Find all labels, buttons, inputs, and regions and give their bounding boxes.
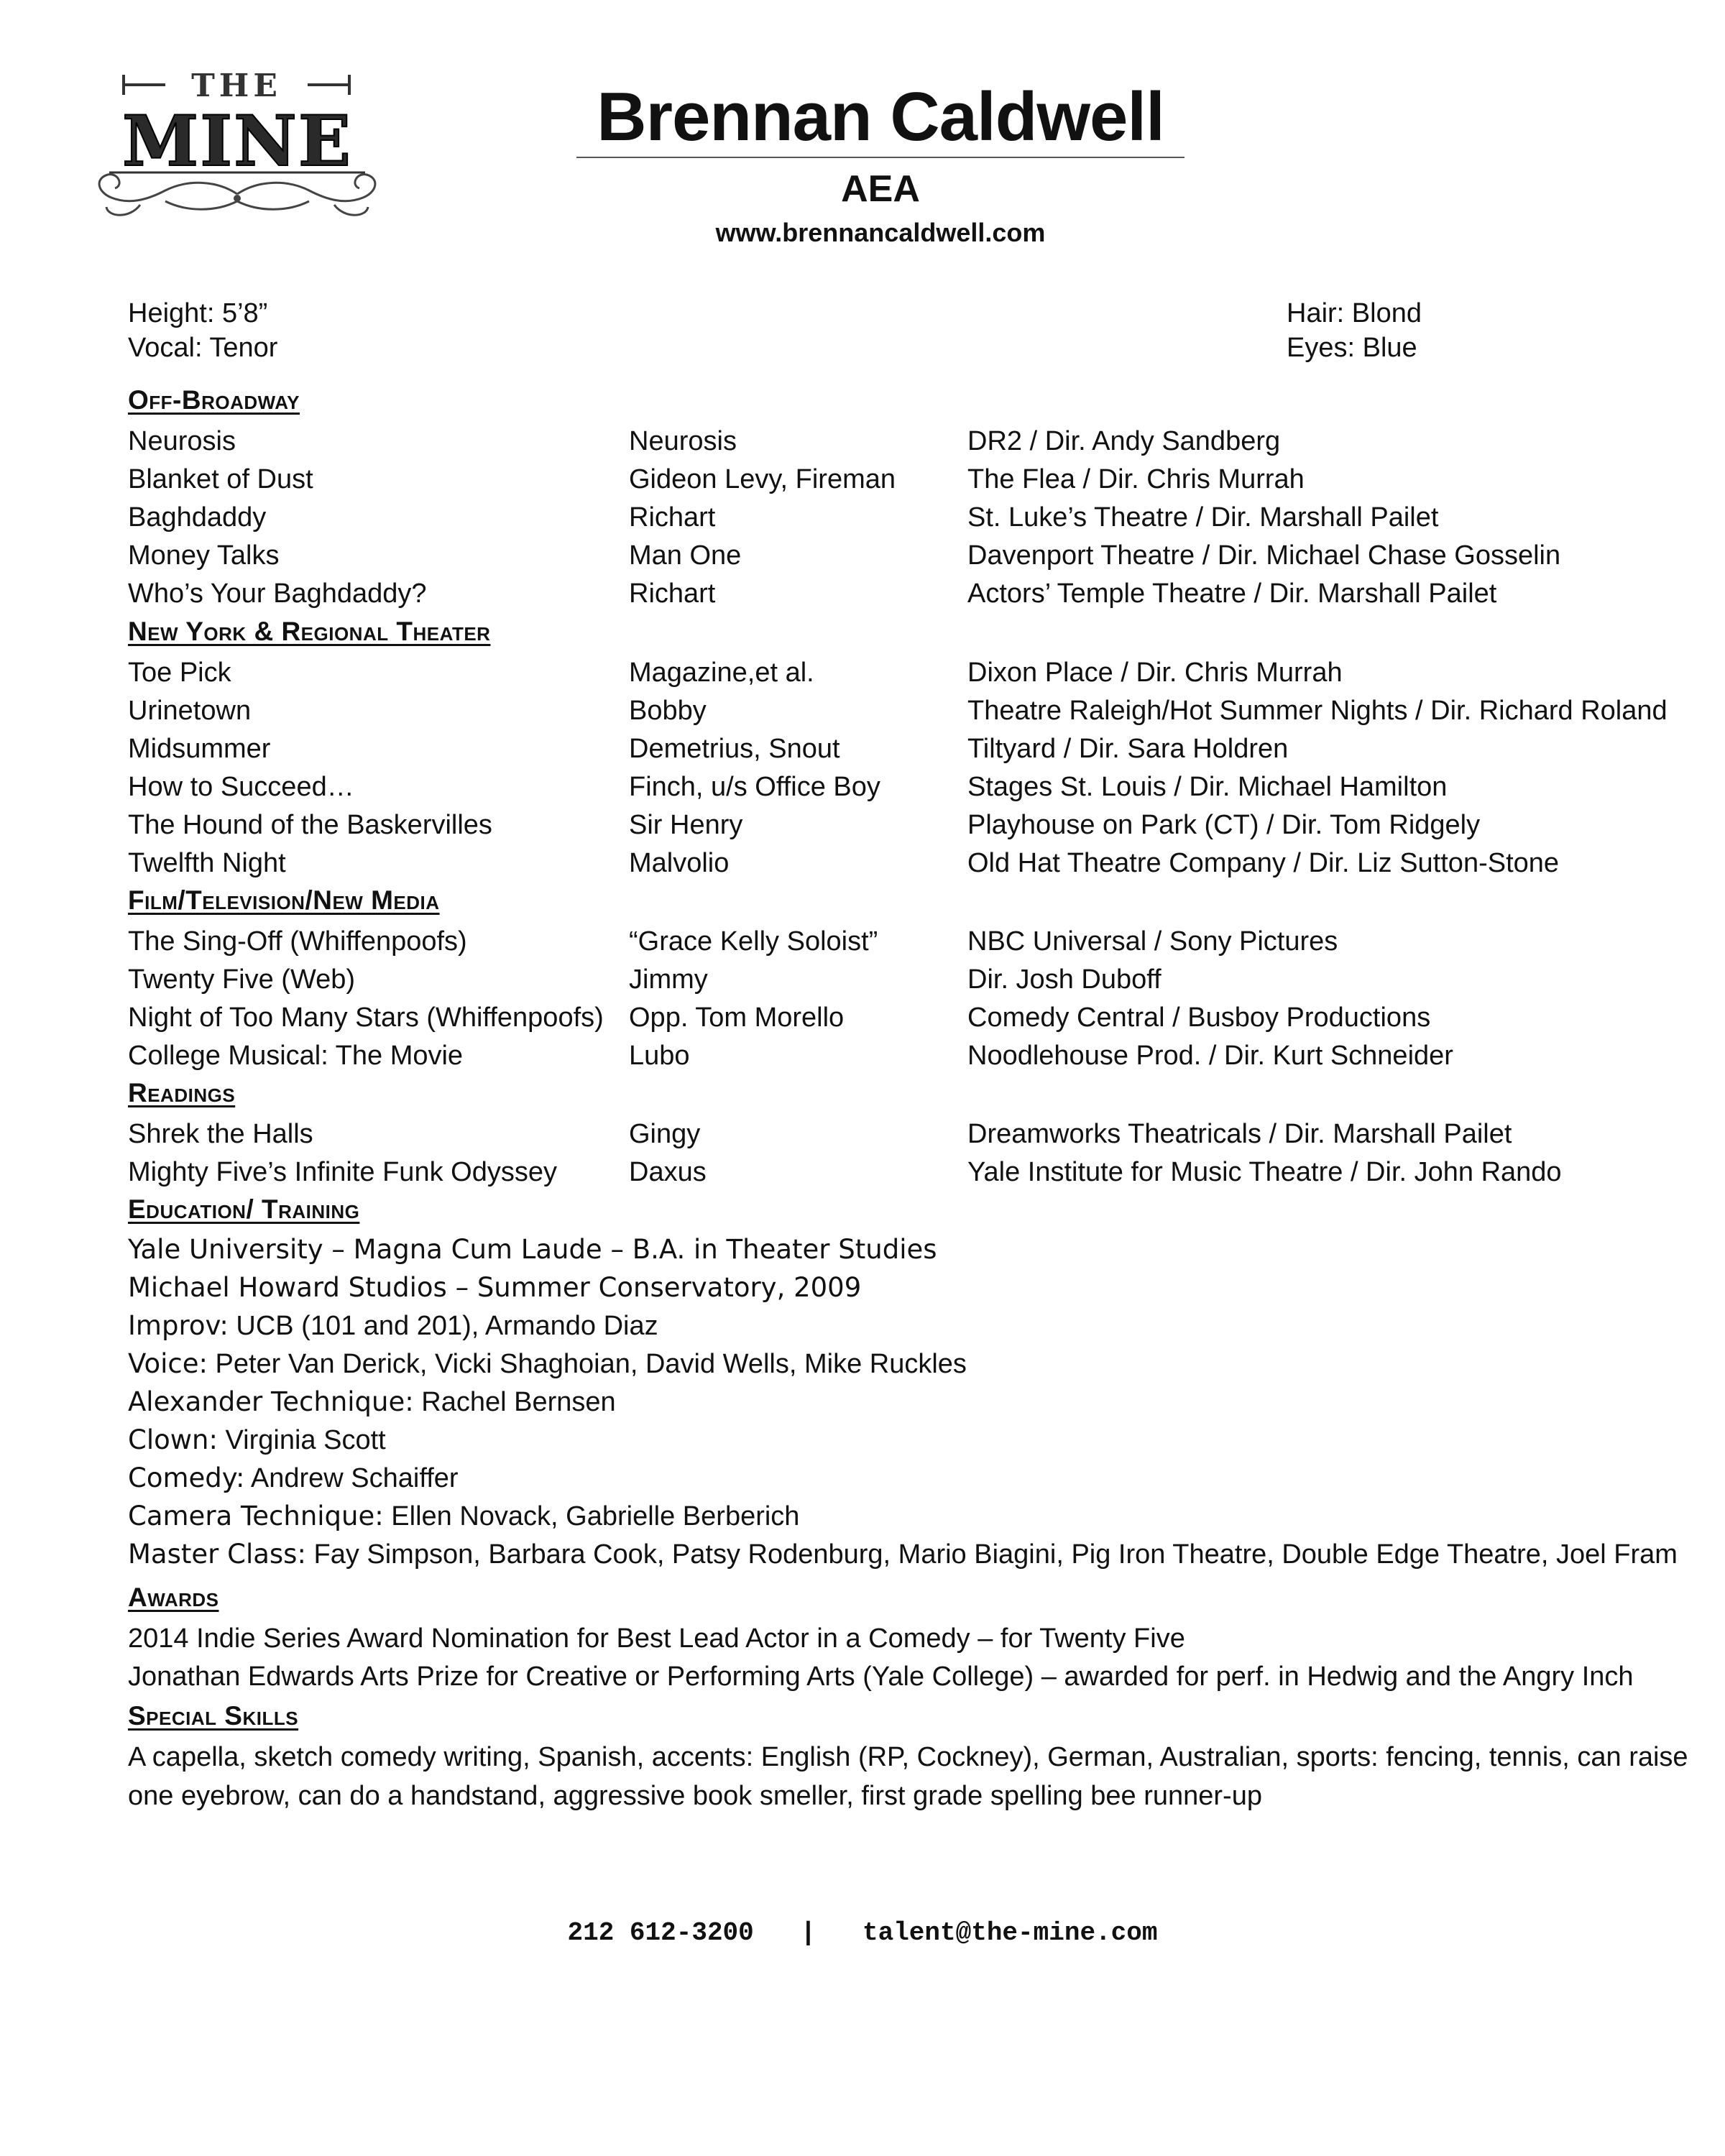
agency-email[interactable]: talent@the-mine.com xyxy=(862,1918,1158,1948)
credit-title: Shrek the Halls xyxy=(128,1119,313,1149)
training-line xyxy=(128,1307,658,1345)
height-stat: Height: 5’8” xyxy=(128,298,268,328)
training-category: Voice: xyxy=(128,1348,208,1379)
credit-venue: Stages St. Louis / Dir. Michael Hamilton xyxy=(967,772,1448,802)
section-heading-awards: Awards xyxy=(128,1583,219,1612)
credit-title: Twelfth Night xyxy=(128,848,286,878)
name-underline xyxy=(576,157,1184,158)
footer-separator: | xyxy=(800,1918,816,1948)
training-line xyxy=(128,1498,799,1535)
credit-row xyxy=(0,537,1725,574)
credit-venue: DR2 / Dir. Andy Sandberg xyxy=(967,426,1281,456)
eyes-stat: Eyes: Blue xyxy=(1287,333,1417,363)
union-affiliation: AEA xyxy=(841,168,920,210)
credit-title: Money Talks xyxy=(128,540,280,571)
credit-row xyxy=(0,730,1725,768)
credit-role: Magazine,et al. xyxy=(629,658,814,688)
credit-role: Richart xyxy=(629,579,716,609)
credit-role: Opp. Tom Morello xyxy=(629,1003,845,1033)
credit-row xyxy=(0,844,1725,882)
credit-role: Sir Henry xyxy=(629,810,743,840)
award-item: 2014 Indie Series Award Nomination for Best Lead Actor in a Comedy – for Twenty Five xyxy=(128,1623,1185,1654)
credit-row xyxy=(0,806,1725,844)
credit-role: Demetrius, Snout xyxy=(629,734,840,764)
credit-venue: Tiltyard / Dir. Sara Holdren xyxy=(967,734,1289,764)
credit-venue: Noodlehouse Prod. / Dir. Kurt Schneider xyxy=(967,1041,1453,1071)
credit-venue: Comedy Central / Busboy Productions xyxy=(967,1003,1431,1033)
credit-title: Mighty Five’s Infinite Funk Odyssey xyxy=(128,1157,557,1187)
training-category: Comedy: xyxy=(128,1462,245,1493)
training-teachers: Virginia Scott xyxy=(217,1425,386,1455)
credit-row xyxy=(0,423,1725,460)
training-category: Master Class: xyxy=(128,1539,306,1570)
credit-role: “Grace Kelly Soloist” xyxy=(629,926,878,957)
credit-role: Richart xyxy=(629,502,716,533)
degree-line: Michael Howard Studios – Summer Conservatory, 2009 xyxy=(128,1272,862,1303)
credit-role: Gideon Levy, Fireman xyxy=(629,464,896,494)
credit-title: Night of Too Many Stars (Whiffenpoofs) xyxy=(128,1003,604,1033)
training-teachers: UCB (101 and 201), Armando Diaz xyxy=(228,1311,658,1341)
training-category: Clown: xyxy=(128,1424,218,1455)
skills-line: one eyebrow, can do a handstand, aggressive book smeller, first grade spelling bee runner-up xyxy=(128,1781,1262,1811)
credit-title: College Musical: The Movie xyxy=(128,1041,464,1071)
credit-row xyxy=(0,575,1725,612)
credit-title: How to Succeed… xyxy=(128,772,354,802)
skills-line: A capella, sketch comedy writing, Spanish, accents: English (RP, Cockney), German, Australian, sports: fencing, tennis, can raise xyxy=(128,1742,1688,1772)
section-heading-skills: Special Skills xyxy=(128,1701,299,1731)
credit-venue: St. Luke’s Theatre / Dir. Marshall Pailet xyxy=(967,502,1439,533)
training-category: Alexander Technique: xyxy=(128,1386,414,1417)
section-heading-regional: New York & Regional Theater xyxy=(128,617,491,646)
credit-venue: Dixon Place / Dir. Chris Murrah xyxy=(967,658,1343,688)
website-link[interactable]: www.brennancaldwell.com xyxy=(715,218,1046,247)
credit-venue: Old Hat Theatre Company / Dir. Liz Sutton-Stone xyxy=(967,848,1560,878)
logo-mine-text: MINE xyxy=(121,101,353,182)
credit-role: Lubo xyxy=(629,1041,690,1071)
credit-row xyxy=(0,961,1725,998)
credit-row xyxy=(0,1153,1725,1191)
credit-row xyxy=(0,923,1725,960)
degree-line: Yale University – Magna Cum Laude – B.A. in Theater Studies xyxy=(128,1234,937,1265)
credit-title: Twenty Five (Web) xyxy=(128,964,356,995)
training-line xyxy=(128,1460,459,1497)
credit-title: Urinetown xyxy=(128,696,252,726)
training-teachers: Rachel Bernsen xyxy=(413,1387,616,1417)
credit-row xyxy=(0,999,1725,1036)
credit-row xyxy=(0,1115,1725,1153)
credit-role: Daxus xyxy=(629,1157,707,1187)
credit-venue: Playhouse on Park (CT) / Dir. Tom Ridgely xyxy=(967,810,1481,840)
credit-row xyxy=(0,499,1725,536)
hair-stat: Hair: Blond xyxy=(1287,298,1422,328)
the-mine-logo xyxy=(79,57,395,237)
training-line xyxy=(128,1422,386,1459)
credit-venue: Davenport Theatre / Dir. Michael Chase Gosselin xyxy=(967,540,1561,571)
training-category: Camera Technique: xyxy=(128,1501,384,1531)
credit-role: Bobby xyxy=(629,696,707,726)
credit-venue: Yale Institute for Music Theatre / Dir. John Rando xyxy=(967,1157,1562,1187)
credit-row xyxy=(0,692,1725,729)
credit-role: Finch, u/s Office Boy xyxy=(629,772,880,802)
credit-title: Neurosis xyxy=(128,426,236,456)
credit-title: The Hound of the Baskervilles xyxy=(128,810,492,840)
credit-title: Baghdaddy xyxy=(128,502,267,533)
training-teachers: Fay Simpson, Barbara Cook, Patsy Rodenburg, Mario Biagini, Pig Iron Theatre, Double Edge Theatre, Joel Fram xyxy=(305,1539,1678,1570)
credit-title: Midsummer xyxy=(128,734,271,764)
agency-phone[interactable]: 212 612-3200 xyxy=(567,1918,754,1948)
credit-role: Malvolio xyxy=(629,848,730,878)
section-heading-education: Education/ Training xyxy=(128,1194,360,1224)
credit-venue: NBC Universal / Sony Pictures xyxy=(967,926,1338,957)
credit-row xyxy=(0,654,1725,691)
contact-footer xyxy=(0,1917,1725,1949)
credit-row xyxy=(0,461,1725,498)
credit-role: Neurosis xyxy=(629,426,737,456)
credit-venue: Actors’ Temple Theatre / Dir. Marshall Pailet xyxy=(967,579,1497,609)
credit-row xyxy=(0,768,1725,806)
credit-title: Who’s Your Baghdaddy? xyxy=(128,579,427,609)
training-category: Improv: xyxy=(128,1310,229,1341)
credit-venue: The Flea / Dir. Chris Murrah xyxy=(967,464,1305,494)
credit-role: Man One xyxy=(629,540,742,571)
training-line xyxy=(128,1383,616,1421)
vocal-stat: Vocal: Tenor xyxy=(128,333,278,363)
section-heading-film: Film/Television/New Media xyxy=(128,885,440,915)
credit-role: Gingy xyxy=(629,1119,701,1149)
training-teachers: Ellen Novack, Gabrielle Berberich xyxy=(383,1501,800,1531)
credit-role: Jimmy xyxy=(629,964,708,995)
actor-name: Brennan Caldwell xyxy=(597,78,1164,155)
credit-title: Blanket of Dust xyxy=(128,464,313,494)
credit-venue: Theatre Raleigh/Hot Summer Nights / Dir. Richard Roland xyxy=(967,696,1668,726)
logo-the-text: THE xyxy=(191,68,282,104)
credit-row xyxy=(0,1037,1725,1074)
credit-title: Toe Pick xyxy=(128,658,231,688)
credit-venue: Dir. Josh Duboff xyxy=(967,964,1162,995)
training-teachers: Peter Van Derick, Vicki Shaghoian, David Wells, Mike Ruckles xyxy=(207,1349,967,1379)
training-teachers: Andrew Schaiffer xyxy=(244,1463,459,1493)
section-heading-readings: Readings xyxy=(128,1078,236,1107)
credit-title: The Sing-Off (Whiffenpoofs) xyxy=(128,926,467,957)
training-line xyxy=(128,1536,1678,1573)
training-line xyxy=(128,1345,967,1383)
credit-venue: Dreamworks Theatricals / Dir. Marshall Pailet xyxy=(967,1119,1512,1149)
section-heading-off-broadway: Off-Broadway xyxy=(128,385,300,415)
award-item: Jonathan Edwards Arts Prize for Creative or Performing Arts (Yale College) – awarded for perf. in Hedwig and the Angry Inch xyxy=(128,1662,1634,1692)
